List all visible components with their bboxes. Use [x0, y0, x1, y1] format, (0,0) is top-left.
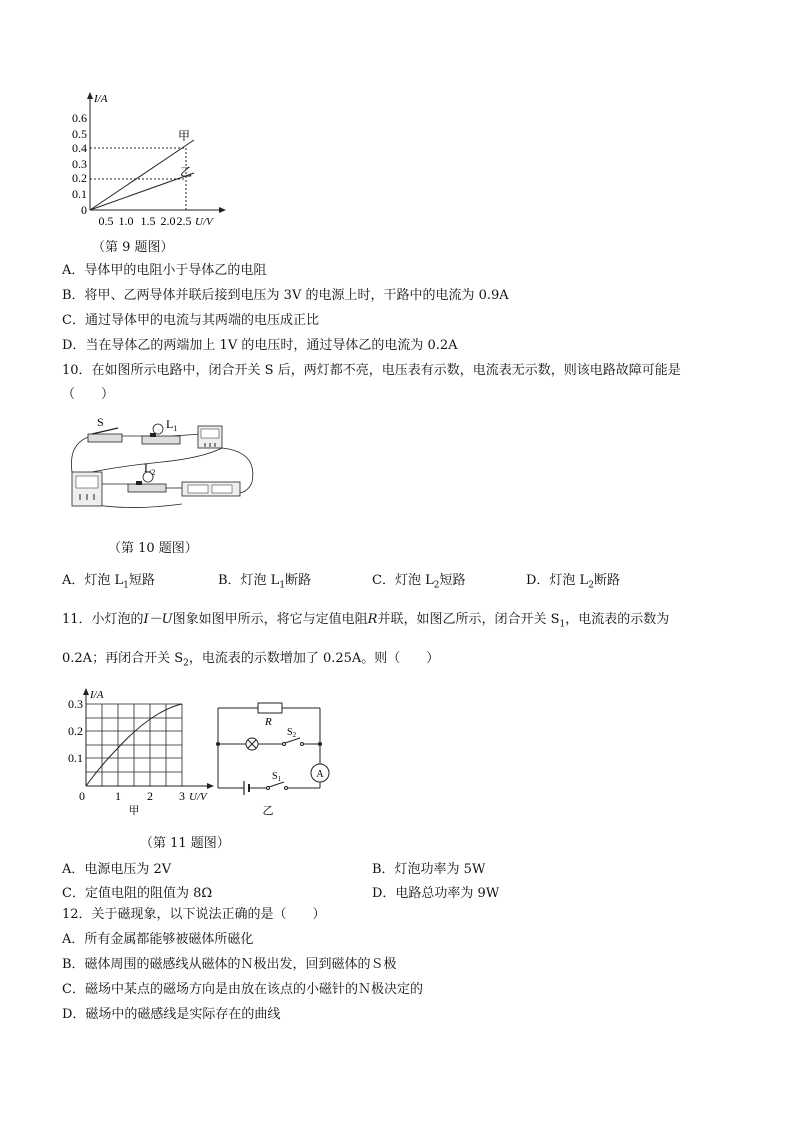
q9-ytick: 0.3: [72, 157, 87, 171]
q10-option-b: B．灯泡 $L_1$断路: [218, 573, 312, 591]
q10-option-d: D．灯泡 $L_2$断路: [526, 573, 620, 591]
switch-s2-label: S: [287, 727, 293, 738]
q9-option-d: D．当在导体乙的两端加上 1V 的电压时，通过导体乙的电流为 0.2A: [62, 338, 458, 353]
q11-xtick: 3: [179, 789, 185, 803]
q11-xtick: 0: [79, 789, 85, 803]
ammeter-label: A: [316, 769, 324, 780]
q11-circuit-name: 乙: [262, 805, 274, 817]
q10-circuit-figure: [62, 412, 262, 516]
q9-iu-chart: [62, 88, 242, 228]
lamp-l2-sub: 2: [151, 468, 156, 477]
q12-option-b: B．磁体周围的磁感线从磁体的Ｎ极出发，回到磁体的Ｓ极: [62, 957, 397, 972]
q9-ytick: 0.2: [72, 171, 87, 185]
q9-line-jia: [90, 140, 194, 210]
switch-s1-sub: 1: [277, 775, 282, 783]
svg-text:L1: [166, 417, 177, 433]
q11-iu-chart: [62, 686, 222, 820]
q9-xtick: 1.5: [140, 214, 156, 228]
q9-ytick: 0.4: [72, 141, 87, 155]
q9-ytick: 0.6: [72, 111, 87, 125]
lamp-l2-figure: [128, 461, 166, 492]
ammeter-symbol: [311, 764, 329, 782]
lamp-l1-sub: 1: [173, 424, 178, 433]
q9-ytick: 0.5: [72, 127, 87, 141]
q11-chart-name: 甲: [128, 805, 140, 817]
svg-text:S1: [272, 771, 282, 783]
q10-option-a: A．灯泡 $L_1$短路: [62, 573, 155, 591]
q9-option-c: C．通过导体甲的电流与其两端的电压成正比: [62, 313, 319, 328]
q9-option-b: B．将甲、乙两导体并联后接到电压为 3V 的电源上时，干路中的电流为 0.9A: [62, 288, 509, 303]
switch-s2-sub: 2: [292, 731, 297, 739]
q11-option-a: A．电源电压为 2V: [62, 862, 172, 877]
q9-x-ticks: [99, 214, 192, 228]
q11-ytick: 0.2: [68, 724, 83, 738]
q11-option-d: D．电路总功率为 9W: [372, 886, 500, 901]
switch-s1-label: S: [272, 771, 278, 782]
lamp-l2-label: L: [144, 461, 152, 475]
q11-xtick: 1: [115, 789, 121, 803]
q11-caption: （第 11 题图）: [140, 836, 230, 851]
q11-x-axis-label: U/V: [189, 791, 207, 803]
q9-ytick: 0.1: [72, 187, 87, 201]
q9-xtick: 2.5: [176, 214, 192, 228]
q11-grid: [86, 704, 182, 786]
q9-xtick: 0.5: [98, 214, 114, 228]
q11-circuit: [210, 692, 340, 820]
q12-stem: 12．关于磁现象，以下说法正确的是（ ）: [62, 907, 326, 922]
q12-option-d: D．磁场中的磁感线是实际存在的曲线: [62, 1007, 281, 1022]
lamp-symbol: [246, 738, 258, 750]
q12-option-a: A．所有金属都能够被磁体所磁化: [62, 932, 254, 947]
q9-y-axis-label: I/A: [94, 93, 108, 105]
q9-xtick: 2.0: [160, 214, 176, 228]
q11-stem-line1: 11．小灯泡的I－U图象如图甲所示，将它与定值电阻R并联，如图乙所示，闭合开关 $S_1$，电流表的示数为: [62, 612, 670, 630]
lamp-l1-figure: [142, 417, 180, 444]
q10-caption: （第 10 题图）: [108, 541, 198, 556]
ammeter-figure: [198, 426, 222, 448]
q9-x-axis-label: U/V: [195, 216, 213, 228]
q9-xtick: 1.0: [118, 214, 134, 228]
q11-option-b: B．灯泡功率为 5W: [372, 862, 486, 877]
lamp-l1-label: L: [166, 417, 174, 431]
resistor-label: R: [265, 716, 272, 728]
switch-s-label: S: [97, 415, 104, 429]
q10-paren: （ ）: [62, 387, 115, 402]
q9-ytick: 0: [81, 203, 87, 217]
svg-text:L2: [144, 461, 155, 477]
q11-y-axis-label: I/A: [90, 689, 104, 701]
svg-text:S2: [287, 727, 297, 739]
q11-option-c: C．定值电阻的阻值为 8Ω: [62, 886, 213, 901]
q9-series-label-yi: 乙: [180, 165, 193, 179]
battery-figure: [182, 482, 240, 496]
switch-s-figure: [88, 415, 122, 442]
voltmeter-figure: [72, 472, 102, 506]
q11-xtick: 2: [147, 789, 153, 803]
q11-stem-line2: 0.2A；再闭合开关 $S_2$，电流表的示数增加了 0.25A。则（ ）: [62, 651, 440, 669]
q10-option-c: C．灯泡 $L_2$短路: [372, 573, 466, 591]
q12-option-c: C．磁场中某点的磁场方向是由放在该点的小磁针的Ｎ极决定的: [62, 982, 423, 997]
q9-y-ticks: [72, 111, 87, 217]
q9-option-a: A．导体甲的电阻小于导体乙的电阻: [62, 263, 267, 278]
q11-ytick: 0.1: [68, 751, 83, 765]
q10-stem: 10．在如图所示电路中，闭合开关 S 后，两灯都不亮，电压表有示数，电流表无示数，则该电路故障可能是: [62, 363, 681, 378]
q9-caption: （第 9 题图）: [92, 240, 174, 255]
resistor-r: [258, 703, 282, 713]
q9-series-label-jia: 甲: [178, 129, 191, 143]
q11-ytick: 0.3: [68, 697, 83, 711]
